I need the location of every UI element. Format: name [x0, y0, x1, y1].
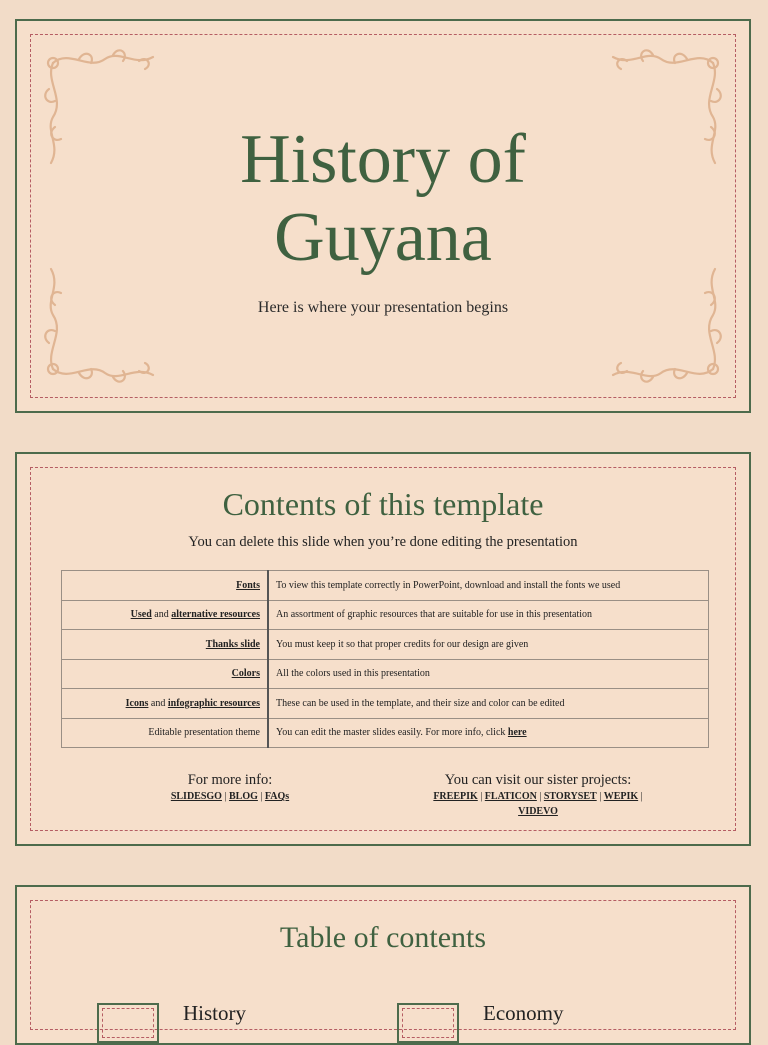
table-row: [62, 718, 709, 748]
toc-item-history[interactable]: History: [183, 1001, 246, 1025]
freepik-link[interactable]: FREEPIK: [433, 791, 478, 802]
storyset-link[interactable]: STORYSET: [543, 791, 597, 802]
icons-link[interactable]: Icons: [125, 697, 149, 709]
infographic-resources-link[interactable]: infographic resources: [167, 697, 260, 709]
row-description: You must keep it so that proper credits for our design are given: [268, 630, 709, 660]
separator: |: [536, 791, 544, 802]
sister-projects-block: [413, 772, 663, 819]
presentation-subtitle: Here is where your presentation begins: [257, 299, 509, 316]
table-row: [62, 630, 709, 660]
section-number-box: [97, 1003, 159, 1043]
row-description: You can edit the master slides easily. For more info, click: [276, 727, 508, 739]
slide-title: Contents of this template: [222, 486, 544, 522]
separator: |: [638, 791, 643, 802]
more-info-heading: For more info:: [187, 772, 273, 788]
separator: |: [477, 791, 485, 802]
fonts-link[interactable]: Fonts: [236, 579, 260, 591]
separator: |: [221, 791, 229, 802]
table-row: [62, 689, 709, 719]
sister-projects-heading: You can visit our sister projects:: [444, 772, 632, 788]
videvo-link[interactable]: VIDEVO: [518, 806, 558, 817]
table-row: [62, 659, 709, 689]
presentation-title: [17, 121, 749, 277]
table-row: [62, 571, 709, 601]
title-line-2: Guyana: [274, 199, 492, 276]
wepik-link[interactable]: WEPIK: [603, 791, 639, 802]
table-row: [62, 600, 709, 630]
used-resources-link[interactable]: Used: [130, 609, 152, 621]
faqs-link[interactable]: FAQs: [264, 791, 290, 802]
slidesgo-link[interactable]: SLIDESGO: [170, 791, 222, 802]
here-link[interactable]: here: [507, 727, 527, 739]
title-line-1: History of: [240, 121, 526, 198]
more-info-block: [135, 772, 325, 804]
blog-link[interactable]: BLOG: [228, 791, 258, 802]
contents-slide[interactable]: [15, 452, 751, 846]
separator: |: [596, 791, 604, 802]
thanks-slide-link[interactable]: Thanks slide: [205, 638, 260, 650]
slide-subtitle: You can delete this slide when you’re done editing the presentation: [188, 534, 578, 550]
editable-theme-label: Editable presentation theme: [62, 718, 269, 748]
colors-link[interactable]: Colors: [231, 668, 260, 680]
and-text: and: [151, 609, 172, 621]
contents-table: [61, 570, 709, 748]
row-description: These can be used in the template, and their size and color can be edited: [268, 689, 709, 719]
table-of-contents-slide[interactable]: [15, 885, 751, 1045]
separator: |: [257, 791, 265, 802]
flaticon-link[interactable]: FLATICON: [484, 791, 537, 802]
section-number-box: [397, 1003, 459, 1043]
and-text: and: [148, 697, 168, 709]
title-slide[interactable]: [15, 19, 751, 413]
row-description: To view this template correctly in PowerPoint, download and install the fonts we used: [268, 571, 709, 601]
row-description: All the colors used in this presentation: [268, 659, 709, 689]
alternative-resources-link[interactable]: alternative resources: [171, 609, 260, 621]
slide-title: Table of contents: [279, 921, 487, 954]
toc-item-economy[interactable]: Economy: [483, 1001, 564, 1025]
row-description: An assortment of graphic resources that are suitable for use in this presentation: [268, 600, 709, 630]
